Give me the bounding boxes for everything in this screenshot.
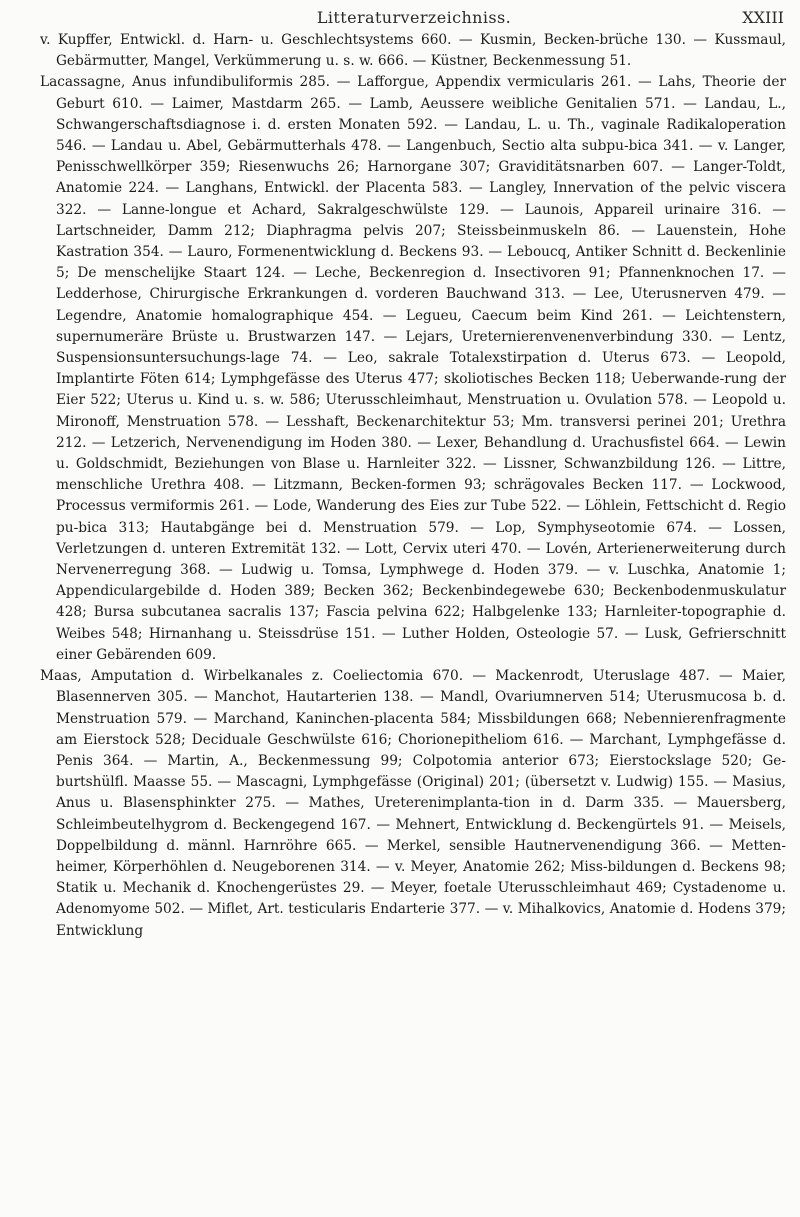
entry-section-m: Maas, Amputation d. Wirbelkanales z. Coeliectomia 670. — Mackenrodt, Uteruslage 487. — Maier, Blasennerven 305. — Manchot, Hautarterien 138. — Mandl, Ovariumnerven 514; Uterusmucosa b. d. Menstruation 579. — Marchand, Kaninchen-placenta 584; Missbildungen 668; Nebennierenfragmente am Eierstock 528; Deciduale Geschwülste 616; Chorionepitheliom 616. — Marchant, Lymphgefässe d. Penis 364. — Martin, A., Beckenmessung 99; Colpotomia anterior 673; Eierstockslage 520; Ge-burtshülfl. Maasse 55. — Mascagni, Lymphgefässe (Original) 201; (übersetzt v. Ludwig) 155. — Masius, Anus u. Blasensphinkter 275. — Mathes, Ureterenimplanta-tion in d. Darm 335. — Mauersberg, Schleimbeutelhygrom d. Beckengegend 167. — Mehnert, Entwicklung d. Beckengürtels 91. — Meisels, Doppelbildung d. männl. Harnröhre 665. — Merkel, sensible Hautnervenendigung 366. — Metten-heimer, Körperhöhlen d. Neugeborenen 314. — v. Meyer, Anatomie 262; Miss-bildungen d. Beckens 98; Statik u. Mechanik d. Knochengerüstes 29. — Meyer, foetale Uterusschleimhaut 469; Cystadenome u. Adenomyome 502. — Miflet, Art. testicularis Endarterie 377. — v. Mihalkovics, Anatomie d. Hodens 379; Entwicklung: [40, 668, 786, 939]
page-number: XXIII: [742, 8, 784, 27]
page-header: [40, 6, 788, 28]
bibliography-body: [40, 30, 786, 942]
entry-section-l: Lacassagne, Anus infundibuliformis 285. — Lafforgue, Appendix vermicularis 261. — Lahs, Theorie der Geburt 610. — Laimer, Mastdarm 265. — Lamb, Aeussere weibliche Genitalien 571. — Landau, L., Schwangerschaftsdiagnose i. d. ersten Monaten 592. — Landau, L. u. Th., vaginale Radikaloperation 546. — Landau u. Abel, Gebärmutterhals 478. — Langenbuch, Sectio alta subpu-bica 341. — v. Langer, Penisschwellkörper 359; Riesenwuchs 26; Harnorgane 307; Graviditätsnarben 607. — Langer-Toldt, Anatomie 224. — Langhans, Entwickl. der Placenta 583. — Langley, Innervation of the pelvic viscera 322. — Lanne-longue et Achard, Sakralgeschwülste 129. — Launois, Appareil urinaire 316. — Lartschneider, Damm 212; Diaphragma pelvis 207; Steissbeinmuskeln 86. — Lauenstein, Hohe Kastration 354. — Lauro, Formenentwicklung d. Beckens 93. — Leboucq, Antiker Schnitt d. Beckenlinie 5; De menschelijke Staart 124. — Leche, Beckenregion d. Insectivoren 91; Pfannenknochen 17. — Ledderhose, Chirurgische Erkrankungen d. vorderen Bauchwand 313. — Lee, Uterusnerven 479. — Legendre, Anatomie homalographique 454. — Legueu, Caecum beim Kind 261. — Leichtenstern, supernumeräre Brüste u. Brustwarzen 147. — Lejars, Ureternierenvenenverbindung 330. — Lentz, Suspensionsuntersuchungs-lage 74. — Leo, sakrale Totalexstirpation d. Uterus 673. — Leopold, Implantirte Föten 614; Lymphgefässe des Uterus 477; skoliotisches Becken 118; Ueberwande-rung der Eier 522; Uterus u. Kind u. s. w. 586; Uterusschleimhaut, Menstruation u. Ovulation 578. — Leopold u. Mironoff, Menstruation 578. — Lesshaft, Beckenarchitektur 53; Mm. transversi perinei 201; Urethra 212. — Letzerich, Nervenendigung im Hoden 380. — Lexer, Behandlung d. Urachusfistel 664. — Lewin u. Goldschmidt, Beziehungen von Blase u. Harnleiter 322. — Lissner, Schwanzbildung 126. — Littre, menschliche Urethra 408. — Litzmann, Becken-formen 93; schrägovales Becken 117. — Lockwood, Processus vermiformis 261. — Lode, Wanderung des Eies zur Tube 522. — Löhlein, Fettschicht d. Regio pu-bica 313; Hautabgänge bei d. Menstruation 579. — Lop, Symphyseotomie 674. — Lossen, Verletzungen d. unteren Extremität 132. — Lott, Cervix uteri 470. — Lovén, Arterienerweiterung durch Nervenerregung 368. — Ludwig u. Tomsa, Lymphwege d. Hoden 379. — v. Luschka, Anatomie 1; Appendiculargebilde d. Hoden 389; Becken 362; Beckenbindegewebe 630; Beckenbodenmuskulatur 428; Bursa subcutanea sacralis 137; Fascia pelvina 622; Halbgelenke 133; Harnleiter-topographie d. Weibes 548; Hirnanhang u. Steissdrüse 151. — Luther Holden, Osteologie 57. — Lusk, Gefrierschnitt einer Gebärenden 609.: [40, 74, 786, 663]
running-title: Litteraturverzeichniss.: [316, 8, 512, 27]
entry-k-continuation: v. Kupffer, Entwickl. d. Harn- u. Geschlechtsystems 660. — Kusmin, Becken-brüche 130. — Kussmaul, Gebärmutter, Mangel, Verkümmerung u. s. w. 666. — Küstner, Beckenmessung 51.: [40, 32, 786, 70]
